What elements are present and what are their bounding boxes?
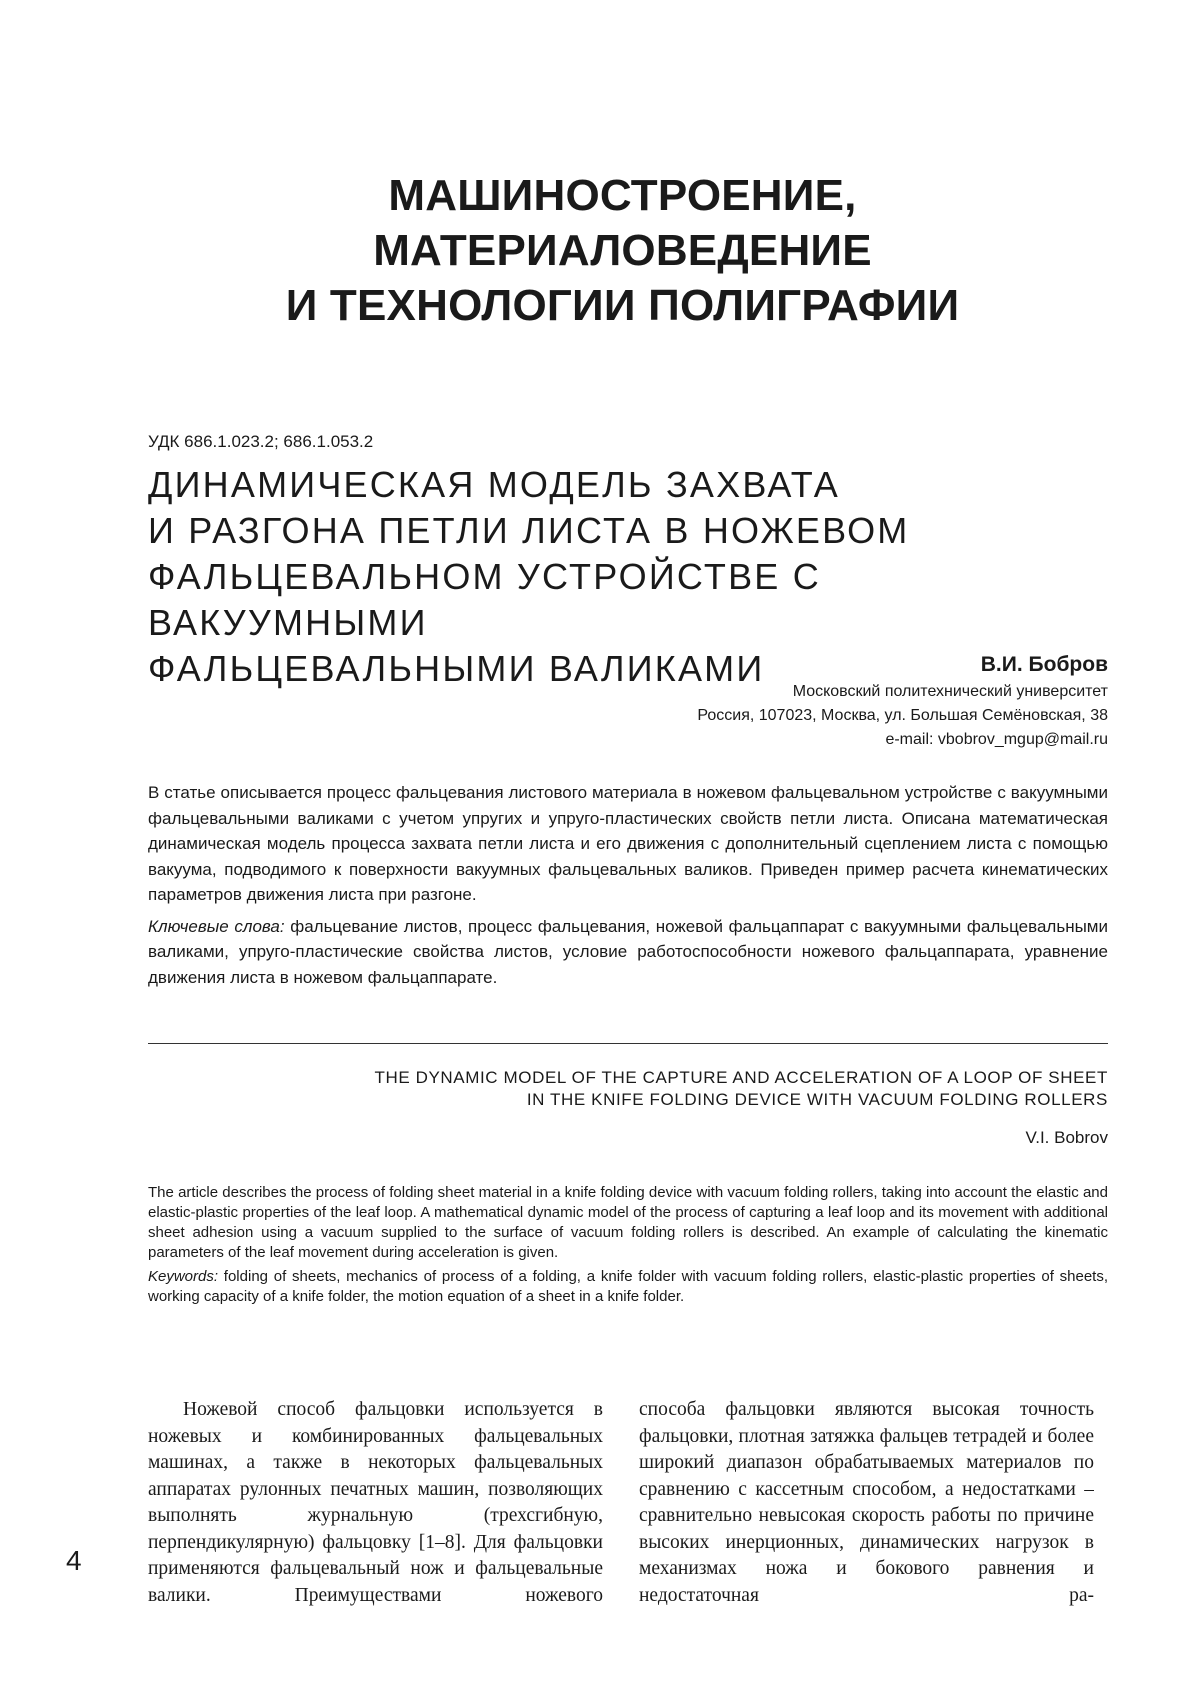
body-column-left: Ножевой способ фальцовки используется в ножевых и комбинированных фальцевальных машинах, а также в некоторых фальцевальных аппаратах рулонных печатных машин, позволяющих выполнять журнальную (трехсгибную, перпендикулярную) фальцовку [1–8]. Для фальцовки применяются фальцевальный нож и фальцевальные валики. Преимуществами ножевого: [148, 1399, 603, 1606]
udk-code: УДК 686.1.023.2; 686.1.053.2: [148, 432, 374, 451]
page-number: 4: [66, 1545, 82, 1576]
article-title-line: ФАЛЬЦЕВАЛЬНОМ УСТРОЙСТВЕ С ВАКУУМНЫМИ: [148, 556, 821, 643]
abstract-en-text: The article describes the process of folding sheet material in a knife folding device with vacuum folding rollers, taking into account the elastic and elastic-plastic properties of the leaf loop. A mathematical dynamic model of the process of capturing a leaf loop and its movement with additional sheet adhesion using a vacuum supplied to the surface of vacuum folding rollers is described. An example of calculating the kinematic parameters of the leaf movement during acceleration is given.: [148, 1184, 1108, 1261]
section-title-line: И ТЕХНОЛОГИИ ПОЛИГРАФИИ: [285, 281, 960, 330]
author-address: Россия, 107023, Москва, ул. Большая Семёновская, 38: [697, 707, 1108, 724]
keywords-en-label: Keywords:: [148, 1268, 219, 1285]
author-name: В.И. Бобров: [980, 653, 1108, 676]
english-title: [148, 1067, 1108, 1111]
author-affiliation: Московский политехнический университет: [792, 683, 1108, 700]
article-title-line: ФАЛЬЦЕВАЛЬНЫМИ ВАЛИКАМИ: [148, 648, 765, 689]
keywords-ru: [148, 914, 1108, 991]
abstract-en: [148, 1183, 1108, 1307]
abstract-ru-text: В статье описывается процесс фальцевания листового материала в ножевом фальцевальном устройстве с вакуумными фальцевальными валиками с учетом упругих и упруго-пластических свойств петли листа. Описана математическая динамическая модель процесса захвата петли листа и его движения с дополнительный сцеплением листа с помощью вакуума, подводимого к поверхности вакуумных фальцевальных валиков. Приведен пример расчета кинематических параметров движения листа при разгоне.: [148, 783, 1108, 904]
section-title: [0, 168, 1200, 333]
english-title-line: IN THE KNIFE FOLDING DEVICE WITH VACUUM FOLDING ROLLERS: [526, 1090, 1108, 1109]
section-title-line: МАТЕРИАЛОВЕДЕНИЕ: [373, 226, 872, 275]
body-column-right: способа фальцовки являются высокая точность фальцовки, плотная затяжка фальцев тетрадей и более широкий диапазон обрабатываемых материалов по сравнению с кассетным способом, а недостатками – сравнительно невысокая скорость работы по причине высоких инерционных, динамических нагрузок в механизмах ножа и бокового равнения и недостаточная ра-: [639, 1399, 1094, 1606]
english-title-line: THE DYNAMIC MODEL OF THE CAPTURE AND ACCELERATION OF A LOOP OF SHEET: [374, 1068, 1108, 1087]
article-title-line: ДИНАМИЧЕСКАЯ МОДЕЛЬ ЗАХВАТА: [148, 464, 840, 505]
keywords-ru-text: фальцевание листов, процесс фальцевания, ножевой фальцаппарат с вакуумными фальцевальными валиками, упруго-пластические свойства листов, условие работоспособности ножевого фальцаппарата, уравнение движения листа в ножевом фальцаппарате.: [148, 916, 1108, 987]
keywords-ru-label: Ключевые слова:: [148, 916, 285, 936]
article-title-line: И РАЗГОНА ПЕТЛИ ЛИСТА В НОЖЕВОМ: [148, 510, 910, 551]
keywords-en-text: folding of sheets, mechanics of process of a folding, a knife folder with vacuum folding rollers, elastic-plastic properties of sheets, working capacity of a knife folder, the motion equation of a sheet in a knife folder.: [148, 1268, 1108, 1305]
abstract-ru: [148, 780, 1108, 990]
author-block: [697, 650, 1108, 752]
keywords-en: [148, 1267, 1108, 1307]
author-email[interactable]: e-mail: vbobrov_mgup@mail.ru: [885, 731, 1108, 748]
section-title-line: МАШИНОСТРОЕНИЕ,: [388, 171, 857, 220]
section-divider: [148, 1043, 1108, 1044]
english-author: V.I. Bobrov: [1025, 1128, 1108, 1147]
